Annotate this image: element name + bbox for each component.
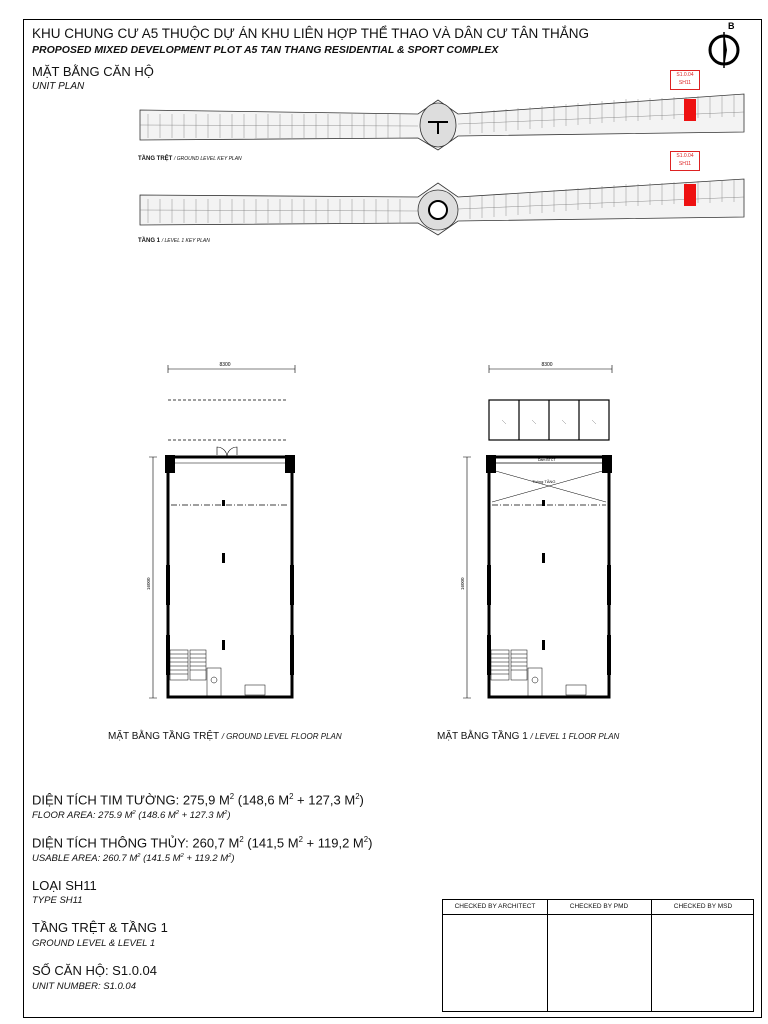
unit-number-vi: SỐ CĂN HỘ: S1.0.04 <box>32 963 157 978</box>
level-vi: TẦNG TRỆT & TẦNG 1 <box>32 920 168 935</box>
check-msd: CHECKED BY MSD <box>673 903 733 910</box>
l1-plan-caption-vi: MẶT BẰNG TẦNG 1 <box>437 731 528 742</box>
l1-width-dim: 8300 <box>541 362 553 368</box>
key-plan-label-vi: TẦNG TRỆT <box>138 156 173 162</box>
ground-plan-caption-en: / GROUND LEVEL FLOOR PLAN <box>221 732 342 741</box>
ground-width-dim: 8300 <box>219 362 231 368</box>
ground-level-key-plan <box>138 92 746 152</box>
ground-floor-plan <box>145 360 305 705</box>
unit-tag-type-2: SH11 <box>678 161 692 167</box>
key-plan-unit-tag-2 <box>670 151 700 171</box>
key-plan-label-vi-2: TẦNG 1 <box>138 238 161 244</box>
usable-area-en: USABLE AREA: 260.7 $M^2$ (141.5 $M^2 + 119.2$ $M^2$) <box>32 853 235 865</box>
type-en: TYPE SH11 <box>32 895 83 906</box>
key-plan-label-en: / GROUND LEVEL KEY PLAN <box>174 156 242 162</box>
key-plan-unit-tag <box>670 70 700 90</box>
level-1-key-plan-label <box>138 238 210 244</box>
l1-depth-dim: 16000 <box>460 577 465 590</box>
type-vi: LOẠI SH11 <box>32 878 97 893</box>
section-title-en: UNIT PLAN <box>32 81 85 92</box>
l1-room-label: Thông TẦNG <box>532 479 556 484</box>
check-table <box>442 899 754 1012</box>
l1-beam-label: Dầm BTCT <box>538 458 556 462</box>
check-architect: CHECKED BY ARCHITECT <box>454 903 536 910</box>
north-arrow-icon <box>706 20 742 72</box>
l1-plan-caption-en: / LEVEL 1 FLOOR PLAN <box>530 732 620 741</box>
ground-depth-dim: 16000 <box>146 577 151 590</box>
unit-tag-type: SH11 <box>678 80 692 86</box>
ground-key-plan-label <box>138 156 242 162</box>
level-en: GROUND LEVEL & LEVEL 1 <box>32 938 156 949</box>
level-1-key-plan <box>138 175 746 235</box>
ground-plan-caption <box>108 731 342 742</box>
title-en: PROPOSED MIXED DEVELOPMENT PLOT A5 TAN THANG RESIDENTIAL & SPORT COMPLEX <box>32 44 499 56</box>
section-title-vi: MẶT BẰNG CĂN HỘ <box>32 64 154 79</box>
title-vi: KHU CHUNG CƯ A5 THUỘC DỰ ÁN KHU LIÊN HỢP THỂ THAO VÀ DÂN CƯ TÂN THẮNG <box>32 26 590 41</box>
check-pmd: CHECKED BY PMD <box>569 903 629 910</box>
unit-tag-number-2: S1.0.04 <box>676 153 694 159</box>
sheet-border <box>23 19 762 1018</box>
level-1-floor-plan <box>462 360 622 705</box>
unit-number-en: UNIT NUMBER: S1.0.04 <box>32 981 136 992</box>
north-label: B <box>728 21 735 31</box>
usable-area-vi: DIỆN TÍCH THÔNG THỦY: 260,7 $M^2$ (141,5 $M^2 + 119,2$ $M^2$) <box>32 835 373 851</box>
floor-area-en: FLOOR AREA: 275.9 $M^2$ (148.6 $M^2 + 127.3$ $M^2$) <box>32 810 231 822</box>
l1-plan-caption <box>437 731 619 742</box>
unit-tag-number: S1.0.04 <box>676 72 694 78</box>
key-plan-label-en-2: / LEVEL 1 KEY PLAN <box>161 238 210 244</box>
ground-plan-caption-vi: MẶT BẰNG TẦNG TRỆT <box>108 731 219 742</box>
floor-area-vi: DIỆN TÍCH TIM TƯỜNG: 275,9 $M^2$ (148,6 $M^2 + 127,3$ $M^2$) <box>32 792 364 808</box>
